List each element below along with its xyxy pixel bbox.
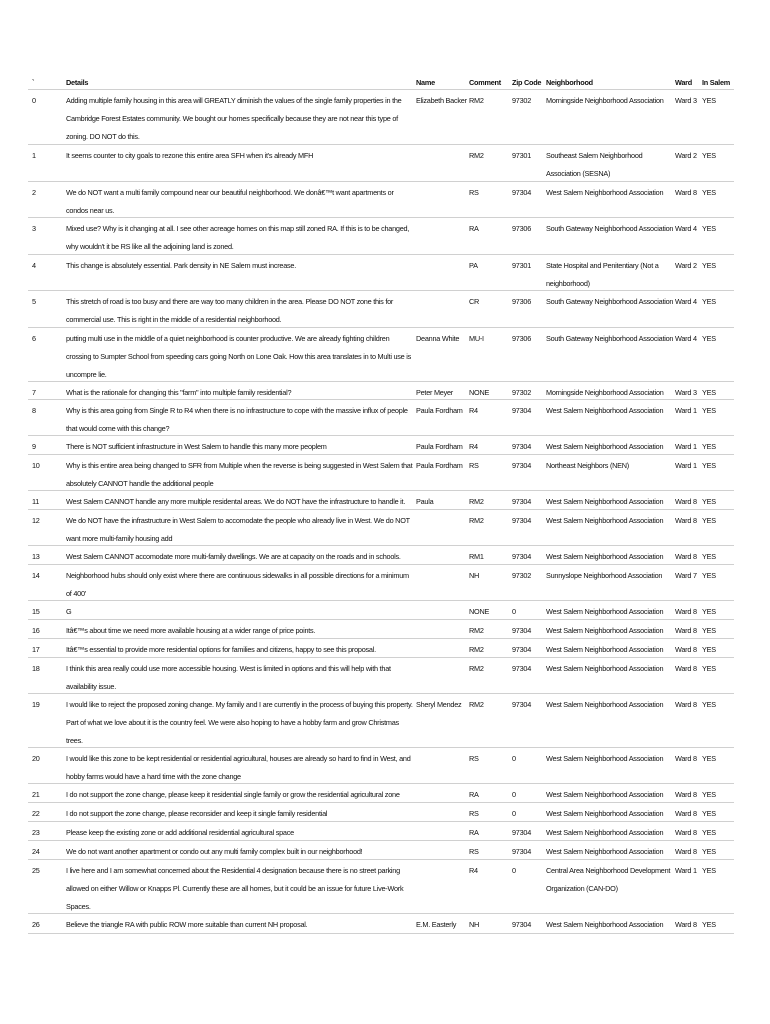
- row-ward: Ward 1: [675, 406, 697, 415]
- row-in-salem: YES: [702, 571, 716, 580]
- row-index: 16: [32, 626, 40, 635]
- table-row: [28, 803, 734, 822]
- row-details: I think this area really could use more accessible housing. West is limited in options and this will help with that availability issue.: [66, 664, 391, 691]
- row-ward: Ward 8: [675, 847, 697, 856]
- row-ward: Ward 8: [675, 626, 697, 635]
- row-neighborhood: West Salem Neighborhood Association: [546, 645, 664, 654]
- row-details: What is the rationale for changing this "farm" into multiple family residential?: [66, 388, 292, 397]
- row-details: I would like to reject the proposed zoning change. My family and I are currently in the process of buying this property. Part of what we love about it is the country feel. We were also hoping to have a hobby farm and grow Christmas trees.: [66, 700, 413, 745]
- row-zip-code: 97304: [512, 461, 532, 470]
- row-ward: Ward 8: [675, 828, 697, 837]
- table-row: [28, 601, 734, 620]
- row-ward: Ward 2: [675, 261, 697, 270]
- row-zip-code: 97304: [512, 552, 532, 561]
- header-zip-code: Zip Code: [512, 78, 542, 87]
- table-row: [28, 510, 734, 546]
- row-in-salem: YES: [702, 664, 716, 673]
- row-details: I would like this zone to be kept residential or residential agricultural, houses are already so hard to find in West, and hobby farms would have a hard time with the zone change: [66, 754, 411, 781]
- row-index: 19: [32, 700, 40, 709]
- row-index: 15: [32, 607, 40, 616]
- row-comment: RS: [469, 188, 479, 197]
- row-index: 25: [32, 866, 40, 875]
- row-comment: R4: [469, 866, 478, 875]
- row-comment: RM1: [469, 552, 484, 561]
- row-neighborhood: West Salem Neighborhood Association: [546, 920, 664, 929]
- row-zip-code: 97306: [512, 334, 532, 343]
- row-ward: Ward 1: [675, 866, 697, 875]
- row-neighborhood: West Salem Neighborhood Association: [546, 828, 664, 837]
- row-index: 24: [32, 847, 40, 856]
- row-index: 1: [32, 151, 36, 160]
- row-ward: Ward 3: [675, 96, 697, 105]
- row-in-salem: YES: [702, 461, 716, 470]
- row-comment: CR: [469, 297, 480, 306]
- row-zip-code: 97301: [512, 261, 532, 270]
- row-details: West Salem CANNOT accomodate more multi-family dwellings. We are at capacity on the roads and in schools.: [66, 552, 401, 561]
- row-comment: RS: [469, 754, 479, 763]
- table-row: [28, 860, 734, 914]
- row-neighborhood: West Salem Neighborhood Association: [546, 809, 664, 818]
- row-neighborhood: West Salem Neighborhood Association: [546, 497, 664, 506]
- row-in-salem: YES: [702, 828, 716, 837]
- table-row: [28, 291, 734, 328]
- comments-table: [28, 72, 734, 934]
- row-index: 20: [32, 754, 40, 763]
- row-comment: MU-I: [469, 334, 484, 343]
- row-comment: RM2: [469, 151, 484, 160]
- header-comment: Comment: [469, 78, 501, 87]
- row-name: Deanna White: [416, 334, 460, 343]
- row-name: Elizabeth Backer: [416, 96, 467, 105]
- table-row: [28, 90, 734, 145]
- row-in-salem: YES: [702, 334, 716, 343]
- row-in-salem: YES: [702, 866, 716, 875]
- row-in-salem: YES: [702, 552, 716, 561]
- row-index: 14: [32, 571, 40, 580]
- row-zip-code: 97304: [512, 442, 532, 451]
- row-zip-code: 0: [512, 790, 516, 799]
- row-in-salem: YES: [702, 442, 716, 451]
- table-body: [28, 90, 734, 934]
- row-index: 6: [32, 334, 36, 343]
- row-in-salem: YES: [702, 626, 716, 635]
- row-details: We do NOT want a multi family compound near our beautiful neighborhood. We donâ€™t want apartments or condos near us.: [66, 188, 394, 215]
- row-details: Mixed use? Why is it changing at all. I see other acreage homes on this map still zoned RA. If this is to be changed, why wouldn't it be RS like all the adjoining land is zoned.: [66, 224, 410, 251]
- row-index: 10: [32, 461, 40, 470]
- row-comment: R4: [469, 406, 478, 415]
- row-zip-code: 97304: [512, 626, 532, 635]
- row-in-salem: YES: [702, 809, 716, 818]
- table-row: [28, 255, 734, 291]
- row-details: West Salem CANNOT handle any more multiple residental areas. We do NOT have the infrastructure to handle it.: [66, 497, 406, 506]
- row-ward: Ward 2: [675, 151, 697, 160]
- row-details: Please keep the existing zone or add additional residential agricultural space: [66, 828, 294, 837]
- row-ward: Ward 4: [675, 224, 697, 233]
- row-comment: RS: [469, 809, 479, 818]
- table-row: [28, 218, 734, 255]
- row-zip-code: 0: [512, 607, 516, 616]
- table-row: [28, 784, 734, 803]
- table-row: [28, 182, 734, 218]
- row-neighborhood: West Salem Neighborhood Association: [546, 847, 664, 856]
- table-row: [28, 639, 734, 658]
- row-index: 13: [32, 552, 40, 561]
- row-name: Paula Fordham: [416, 406, 463, 415]
- row-ward: Ward 4: [675, 297, 697, 306]
- table-row: [28, 694, 734, 748]
- row-comment: NONE: [469, 388, 490, 397]
- row-neighborhood: Central Area Neighborhood Development Organization (CAN-DO): [546, 866, 671, 893]
- row-zip-code: 97304: [512, 664, 532, 673]
- row-comment: RM2: [469, 626, 484, 635]
- row-neighborhood: West Salem Neighborhood Association: [546, 664, 664, 673]
- row-ward: Ward 8: [675, 516, 697, 525]
- table-row: [28, 914, 734, 934]
- row-details: I do not support the zone change, please keep it residential single family or grow the residential agricultural zone: [66, 790, 400, 799]
- row-details: I live here and I am somewhat concerned about the Residential 4 designation because there is no street parking allowed on either Willow or Knapps Pl. Currently these are all homes, but it could be an issue for future Live-Work Spaces.: [66, 866, 404, 911]
- row-details: This change is absolutely essential. Park density in NE Salem must increase.: [66, 261, 297, 270]
- row-ward: Ward 8: [675, 645, 697, 654]
- row-in-salem: YES: [702, 224, 716, 233]
- row-index: 0: [32, 96, 36, 105]
- row-ward: Ward 8: [675, 188, 697, 197]
- row-details: Believe the triangle RA with public ROW more suitable than current NH proposal.: [66, 920, 308, 929]
- row-ward: Ward 8: [675, 754, 697, 763]
- row-details: Adding multiple family housing in this area will GREATLY diminish the values of the single family properties in the Cambridge Forest Estates community. We bought our homes specifically because they are not near this type of zoning. DO NOT do this.: [66, 96, 402, 141]
- row-details: Itâ€™s about time we need more available housing at a wider range of price points.: [66, 626, 316, 635]
- row-neighborhood: South Gateway Neighborhood Association: [546, 297, 674, 306]
- row-in-salem: YES: [702, 516, 716, 525]
- row-zip-code: 97304: [512, 406, 532, 415]
- row-zip-code: 97301: [512, 151, 532, 160]
- header-neighborhood: Neighborhood: [546, 78, 593, 87]
- row-comment: RM2: [469, 497, 484, 506]
- row-in-salem: YES: [702, 920, 716, 929]
- table-header-row: [28, 72, 734, 90]
- table-row: [28, 145, 734, 182]
- row-zip-code: 97304: [512, 645, 532, 654]
- row-ward: Ward 3: [675, 388, 697, 397]
- row-in-salem: YES: [702, 700, 716, 709]
- row-name: Paula Fordham: [416, 442, 463, 451]
- row-details: putting multi use in the middle of a quiet neighborhood is counter productive. We are already fighting children crossing to Sumpter School from speeding cars going North on Lone Oak. How this area translates in to Multi use is uncompre lie.: [66, 334, 412, 379]
- row-details: It seems counter to city goals to rezone this entire area SFH when it's already MFH: [66, 151, 314, 160]
- row-index: 22: [32, 809, 40, 818]
- table-row: [28, 400, 734, 436]
- row-zip-code: 97304: [512, 920, 532, 929]
- row-details: G: [66, 607, 72, 616]
- table-row: [28, 565, 734, 601]
- row-ward: Ward 8: [675, 664, 697, 673]
- row-details: Why is this area going from Single R to R4 when there is no infrastructure to cope with the massive influx of people that would come with this change?: [66, 406, 408, 433]
- row-index: 8: [32, 406, 36, 415]
- row-details: There is NOT sufficient infrastructure in West Salem to handle this many more peoplem: [66, 442, 327, 451]
- row-neighborhood: West Salem Neighborhood Association: [546, 607, 664, 616]
- row-comment: RS: [469, 847, 479, 856]
- row-index: 3: [32, 224, 36, 233]
- row-index: 7: [32, 388, 36, 397]
- row-name: Sheryl Mendez: [416, 700, 462, 709]
- table-row: [28, 491, 734, 510]
- row-ward: Ward 8: [675, 790, 697, 799]
- row-zip-code: 97304: [512, 700, 532, 709]
- header-in-salem: In Salem: [702, 78, 731, 87]
- row-in-salem: YES: [702, 151, 716, 160]
- header-index: `: [32, 78, 35, 87]
- row-neighborhood: West Salem Neighborhood Association: [546, 442, 664, 451]
- row-index: 12: [32, 516, 40, 525]
- row-index: 17: [32, 645, 40, 654]
- row-zip-code: 97304: [512, 497, 532, 506]
- row-name: Paula Fordham: [416, 461, 463, 470]
- row-comment: NONE: [469, 607, 490, 616]
- row-zip-code: 97304: [512, 516, 532, 525]
- row-in-salem: YES: [702, 297, 716, 306]
- row-zip-code: 97304: [512, 847, 532, 856]
- row-index: 21: [32, 790, 40, 799]
- row-ward: Ward 8: [675, 607, 697, 616]
- row-neighborhood: West Salem Neighborhood Association: [546, 552, 664, 561]
- row-zip-code: 0: [512, 866, 516, 875]
- row-details: Itâ€™s essential to provide more residential options for families and citizens, happy to see this proposal.: [66, 645, 376, 654]
- row-neighborhood: West Salem Neighborhood Association: [546, 626, 664, 635]
- header-ward: Ward: [675, 78, 692, 87]
- row-comment: R4: [469, 442, 478, 451]
- row-neighborhood: South Gateway Neighborhood Association: [546, 224, 674, 233]
- row-details: We do not want another apartment or condo out any multi family complex built in our neighborhood!: [66, 847, 363, 856]
- table-row: [28, 382, 734, 400]
- row-neighborhood: West Salem Neighborhood Association: [546, 406, 664, 415]
- row-zip-code: 97306: [512, 297, 532, 306]
- row-index: 4: [32, 261, 36, 270]
- header-name: Name: [416, 78, 435, 87]
- row-in-salem: YES: [702, 790, 716, 799]
- row-neighborhood: West Salem Neighborhood Association: [546, 516, 664, 525]
- row-details: This stretch of road is too busy and there are way too many children in the area. Please DO NOT zone this for commercial use. This is right in the middle of a residential neighborhood.: [66, 297, 394, 324]
- row-comment: RM2: [469, 96, 484, 105]
- row-neighborhood: Sunnyslope Neighborhood Association: [546, 571, 663, 580]
- row-neighborhood: West Salem Neighborhood Association: [546, 790, 664, 799]
- table-row: [28, 748, 734, 784]
- row-comment: RA: [469, 828, 479, 837]
- row-comment: NH: [469, 920, 480, 929]
- row-comment: RS: [469, 461, 479, 470]
- row-in-salem: YES: [702, 388, 716, 397]
- row-zip-code: 97304: [512, 828, 532, 837]
- row-in-salem: YES: [702, 96, 716, 105]
- row-neighborhood: Northeast Neighbors (NEN): [546, 461, 629, 470]
- row-ward: Ward 8: [675, 552, 697, 561]
- table-row: [28, 822, 734, 841]
- row-in-salem: YES: [702, 754, 716, 763]
- row-comment: RM2: [469, 645, 484, 654]
- row-ward: Ward 1: [675, 442, 697, 451]
- row-details: I do not support the zone change, please reconsider and keep it single family residential: [66, 809, 328, 818]
- row-comment: RM2: [469, 516, 484, 525]
- row-ward: Ward 8: [675, 700, 697, 709]
- row-index: 5: [32, 297, 36, 306]
- row-neighborhood: Southeast Salem Neighborhood Association (SESNA): [546, 151, 643, 178]
- row-zip-code: 0: [512, 809, 516, 818]
- row-index: 9: [32, 442, 36, 451]
- row-neighborhood: South Gateway Neighborhood Association: [546, 334, 674, 343]
- row-neighborhood: Morningside Neighborhood Association: [546, 388, 664, 397]
- row-in-salem: YES: [702, 188, 716, 197]
- table-row: [28, 328, 734, 382]
- row-ward: Ward 1: [675, 461, 697, 470]
- row-neighborhood: Morningside Neighborhood Association: [546, 96, 664, 105]
- row-details: We do NOT have the infrastructure in West Salem to accomodate the people who already live in West. We do NOT want more multi-family housing add: [66, 516, 410, 543]
- table-row: [28, 436, 734, 455]
- row-neighborhood: West Salem Neighborhood Association: [546, 700, 664, 709]
- row-zip-code: 97302: [512, 96, 532, 105]
- row-in-salem: YES: [702, 645, 716, 654]
- row-name: E.M. Easterly: [416, 920, 457, 929]
- table-row: [28, 620, 734, 639]
- row-ward: Ward 8: [675, 920, 697, 929]
- row-index: 23: [32, 828, 40, 837]
- row-comment: RA: [469, 224, 479, 233]
- row-ward: Ward 8: [675, 497, 697, 506]
- row-ward: Ward 7: [675, 571, 697, 580]
- row-in-salem: YES: [702, 261, 716, 270]
- row-name: Paula: [416, 497, 434, 506]
- row-name: Peter Meyer: [416, 388, 453, 397]
- row-index: 18: [32, 664, 40, 673]
- row-comment: NH: [469, 571, 480, 580]
- row-zip-code: 0: [512, 754, 516, 763]
- row-index: 11: [32, 497, 40, 506]
- row-neighborhood: State Hospital and Penitentiary (Not a neighborhood): [546, 261, 659, 288]
- row-in-salem: YES: [702, 607, 716, 616]
- row-zip-code: 97302: [512, 388, 532, 397]
- row-in-salem: YES: [702, 497, 716, 506]
- row-details: Why is this entire area being changed to SFR from Multiple when the reverse is being suggested in West Salem that absolutely CANNOT handle the additional people: [66, 461, 413, 488]
- row-ward: Ward 8: [675, 809, 697, 818]
- row-neighborhood: West Salem Neighborhood Association: [546, 754, 664, 763]
- table-row: [28, 455, 734, 491]
- row-comment: RM2: [469, 700, 484, 709]
- row-comment: RA: [469, 790, 479, 799]
- row-index: 26: [32, 920, 40, 929]
- table-row: [28, 658, 734, 694]
- row-ward: Ward 4: [675, 334, 697, 343]
- header-details: Details: [66, 78, 89, 87]
- row-index: 2: [32, 188, 36, 197]
- row-in-salem: YES: [702, 847, 716, 856]
- row-neighborhood: West Salem Neighborhood Association: [546, 188, 664, 197]
- row-comment: PA: [469, 261, 478, 270]
- row-zip-code: 97306: [512, 224, 532, 233]
- table-row: [28, 841, 734, 860]
- row-details: Neighborhood hubs should only exist where there are continuous sidewalks in all possible directions for a minimum of 400': [66, 571, 409, 598]
- row-comment: RM2: [469, 664, 484, 673]
- row-in-salem: YES: [702, 406, 716, 415]
- row-zip-code: 97304: [512, 188, 532, 197]
- row-zip-code: 97302: [512, 571, 532, 580]
- table-row: [28, 546, 734, 565]
